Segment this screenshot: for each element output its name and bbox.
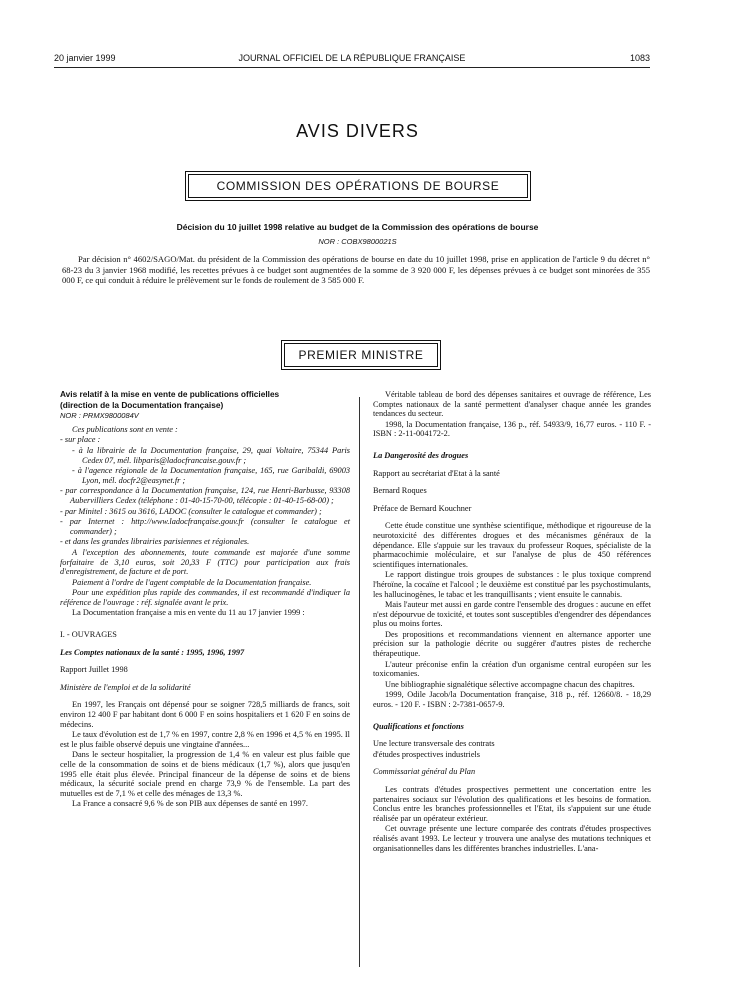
premier-ministre-box: PREMIER MINISTRE [284,343,438,367]
decision-title: Décision du 10 juillet 1998 relative au budget de la Commission des opérations de bourse [176,222,539,232]
book2-para-6: Une bibliographie signalétique sélective accompagne chacun des chapitres. [385,679,635,689]
book2-preface: Préface de Bernard Kouchner [373,503,472,513]
left-bullet-5: - par Internet : http://www.ladocfrançaise.gouv.fr (consulter le catalogue et commander) ; [60,517,350,536]
left-para-1: A l'exception des abonnements, toute commande est majorée d'une somme forfaitaire de 3,10 euros, soit 20,33 F (TTC) pour participation aux frais d'enregistrement, de facture et de port. [60,547,350,577]
book2-para-1: Cette étude constitue une synthèse scientifique, méthodique et rigoureuse de la neurotoxicité des différentes drogues et des mécanismes généraux de la dépendance. Elle s'appuie sur les travaux du professeur Roques, spécialiste de la pharmacochimie moléculaire, et sur l'analyse de plus de 450 références scientifiques internationales. [373,521,651,569]
left-title-1: Avis relatif à la mise en vente de publications officielles [60,389,280,399]
right-column [373,390,651,854]
decision-text: Par décision n° 4602/SAGO/Mat. du président de la Commission des opérations de bourse en date du 10 juillet 1998, prise en application de l'article 9 du décret n° 68-23 du 3 janvier 1968 modifié, les recettes prévues à ce budget sont augmentées de la somme de 3 920 000 F, les dépenses prévues à ce budget sont minorées de 355 000 F, ce qui conduit à réduire le prélèvement sur le fonds de roulement de 3 585 000 F. [62,254,650,285]
left-column [60,390,350,810]
book3-para-2: Cet ouvrage présente une lecture comparée des contrats d'études prospectives réalisés avant 1993. Le lecteur y trouvera une analyse des mutations techniques et organisationnelles dans les différentes branches industrielles. L'ana- [373,824,651,853]
right-ref-1: 1998, la Documentation française, 136 p., réf. 54933/9, 16,77 euros. - 110 F. - ISBN : 2-11-004172-2. [373,419,651,439]
book1-ministry: Ministère de l'emploi et de la solidarité [60,682,191,692]
left-intro: Ces publications sont en vente : [72,424,178,434]
right-para-1: Véritable tableau de bord des dépenses sanitaires et ouvrage de référence, Les Comptes nationaux de la santé permettent d'analyser chaque année les grandes tendances du secteur. [373,390,651,419]
left-title-2: (direction de la Documentation française) [60,399,224,410]
column-divider [359,397,360,967]
book1-para-1: En 1997, les Français ont dépensé pour se soigner 728,5 milliards de francs, soit environ 12 400 F par habitant dont 6 000 F en soins hospitaliers et 1 620 F en soins de médecins. [60,700,350,729]
left-bullet-2: - à l'agence régionale de la Documentation française, 165, rue Garibaldi, 69003 Lyon, mél. docfr2@easynet.fr ; [72,466,350,485]
left-bullet-3: - par correspondance à la Documentation française, 124, rue Henri-Barbusse, 93308 Aubervilliers Cedex (téléphone : 01-40-15-70-00, télécopie : 01-40-15-68-00) ; [60,486,350,505]
left-para-4: La Documentation française a mis en vente du 11 au 17 janvier 1999 : [72,608,305,618]
left-bullet-6: - et dans les grandes librairies parisiennes et régionales. [60,537,250,547]
left-nor: NOR : PRMX9800084V [60,411,139,421]
section-title: AVIS DIVERS [296,121,419,141]
left-bullet-1: - à la librairie de la Documentation française, 29, quai Voltaire, 75344 Paris Cedex 07, mél. libparis@ladocfrancaise.gouv.fr ; [72,445,350,465]
decision-nor: NOR : COBX9800021S [318,237,397,246]
header-journal: JOURNAL OFFICIEL DE LA RÉPUBLIQUE FRANÇAISE [238,53,466,63]
book2-para-3: Mais l'auteur met aussi en garde contre l'ensemble des drogues : aucune en effet n'est dépourvue de toxicité, et toutes sont susceptibles d'engendrer des dépendances plus ou moins fortes. [373,600,651,629]
book3-subtitle-2: d'études prospectives industriels [373,749,481,759]
left-para-2: Paiement à l'ordre de l'agent comptable de la Documentation française. [72,577,312,587]
book1-subtitle: Rapport Juillet 1998 [60,665,128,675]
book2-title: La Dangerosité des drogues [373,450,469,460]
left-place: - sur place : [60,435,101,445]
book2-para-4: Des propositions et recommandations viennent en alternance apporter une précision sur la pathologie décrite ou suggérer d'autres pistes de recherche thérapeutique. [373,629,651,659]
page-header [54,53,650,67]
book3-para-1: Les contrats d'études prospectives permettent une concertation entre les partenaires sociaux sur l'évolution des qualifications et les besoins de formation. Conclus entre les branches professionnelles et l'Etat, ils s'appuient sur une étude réalisée par un opérateur extérieur. [373,785,651,823]
book1-para-2: Le taux d'évolution est de 1,7 % en 1997, contre 2,8 % en 1996 et 4,5 % en 1995. Il est le plus faible observé depuis une vingtaine d'années... [60,730,350,749]
book3-org: Commissariat général du Plan [373,767,476,777]
header-page-number: 1083 [629,53,650,63]
ouvrages-heading: I. - OUVRAGES [60,630,117,640]
book3-title: Qualifications et fonctions [373,721,464,731]
left-para-3: Pour une expédition plus rapide des commandes, il est recommandé d'indiquer la référence de l'ouvrage : réf. signalée avant le prix. [60,588,350,607]
book2-para-5: L'auteur préconise enfin la création d'un organisme central européen sur les toxicomanies. [373,659,651,679]
book2-subtitle: Rapport au secrétariat d'Etat à la santé [373,468,500,478]
book2-ref: 1999, Odile Jacob/la Documentation française, 318 p., réf. 12660/8. - 18,29 euros. - 120 F. - ISBN : 2-7381-0657-9. [373,690,651,710]
book1-title: Les Comptes nationaux de la santé : 1995, 1996, 1997 [60,647,245,657]
book1-para-4: La France a consacré 9,6 % de son PIB aux dépenses de santé en 1997. [72,799,308,809]
left-bullet-4: - par Minitel : 3615 ou 3616, LADOC (consulter le catalogue et commander) ; [60,506,322,516]
commission-box: COMMISSION DES OPÉRATIONS DE BOURSE [188,174,528,198]
header-rule [54,67,650,68]
book2-author: Bernard Roques [373,486,427,496]
book2-para-2: Le rapport distingue trois groupes de substances : le plus toxique comprend l'héroïne, la cocaïne et l'alcool ; le deuxième est constitué par les psychostimulants, les hallucinogènes, le tabac et les tranquillisants ; vient ensuite le cannabis. [373,570,651,599]
header-date: 20 janvier 1999 [54,53,116,63]
book3-subtitle-1: Une lecture transversale des contrats [373,739,495,749]
book1-para-3: Dans le secteur hospitalier, la progression de 1,4 % en valeur est plus faible que celle de la consommation de soins et de biens médicaux (1,7 %), alors que jusqu'en 1995 elle était plus élevée. Principal financeur de la dépense de soins et de biens médicaux, la sécurité sociale prend en charge 73,9 % de l'ensemble. La part des mutuelles est de 7,1 % et celle des ménages de 13,3 %. [60,750,350,798]
